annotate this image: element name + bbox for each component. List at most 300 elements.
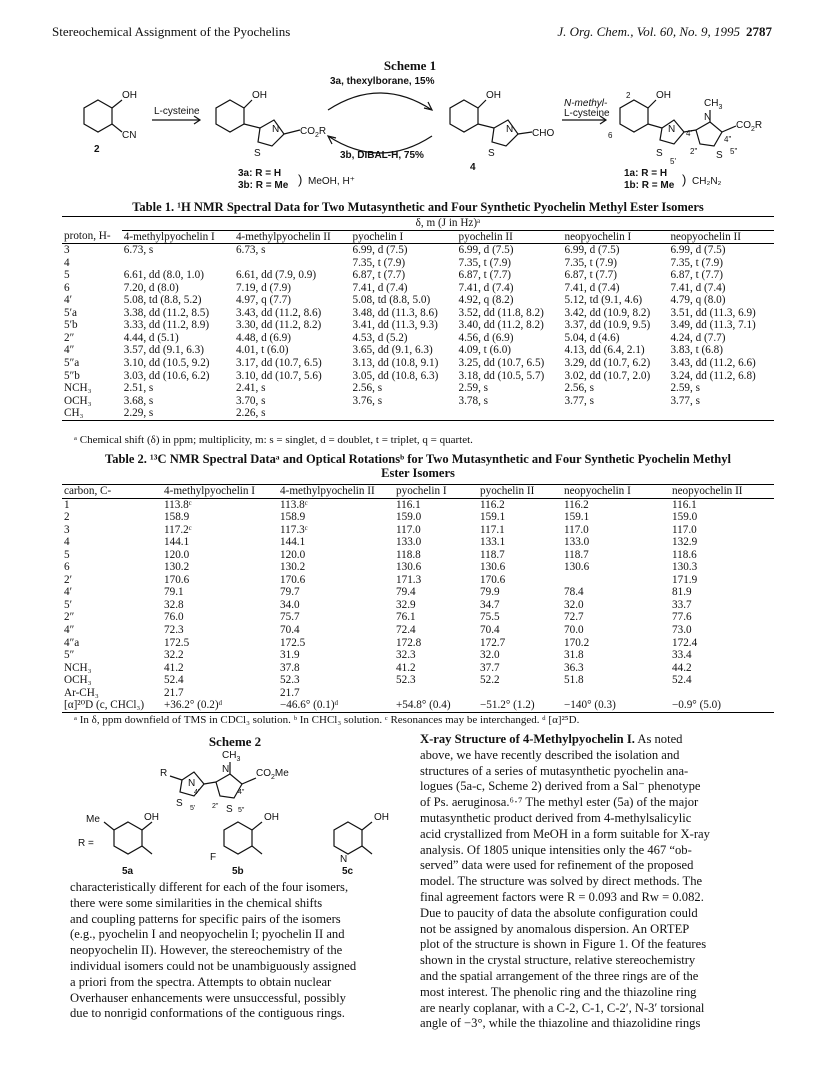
table-row	[62, 407, 774, 420]
paragraph-line: model. The structure was solved by direct methods. The	[420, 874, 703, 889]
table-cell: 7.35, t (7.9)	[352, 256, 406, 269]
table-cell: 3.05, dd (10.8, 6.3)	[352, 369, 439, 382]
table-cell: 117.0	[672, 523, 697, 536]
table2-column-header: pyochelin I	[396, 485, 447, 497]
table-cell	[562, 687, 670, 700]
svg-text:OH: OH	[374, 812, 389, 823]
table-cell: 2.51, s	[123, 382, 154, 395]
svg-text:2": 2"	[212, 803, 219, 810]
table1-column-header: proton, H-	[64, 230, 111, 243]
table-cell: 6.87, t (7.7)	[564, 269, 617, 282]
table-cell: 4.09, t (6.0)	[458, 344, 512, 357]
table-cell: 3.33, dd (11.2, 8.9)	[123, 319, 210, 332]
table2-header-row	[62, 485, 774, 499]
table-cell: 3.02, dd (10.7, 2.0)	[564, 369, 651, 382]
paragraph-line: plot of the structure is shown in Figure 1. Of the features	[420, 937, 707, 952]
table-cell: 6.99, d (7.5)	[670, 244, 726, 257]
row-label-cell: [α]²⁰D (c, CHCl₃)	[64, 699, 145, 712]
table-cell: 72.4	[396, 624, 416, 637]
row-label-cell: OCH₃	[64, 674, 92, 687]
svg-text:OH: OH	[264, 812, 279, 823]
r-equals-label: R =	[78, 838, 94, 849]
table-row	[62, 382, 774, 395]
table-row	[62, 649, 774, 662]
paragraph-line: Overhauser enhancements were unsuccessful, possibly	[70, 990, 346, 1005]
table-cell: 52.4	[164, 674, 184, 687]
table-cell	[457, 407, 563, 420]
row-label-cell: 4″	[64, 344, 75, 357]
benzene-ring-3	[216, 100, 244, 132]
svg-text:F: F	[210, 852, 217, 863]
table-row	[62, 370, 774, 383]
svg-text:5': 5'	[190, 805, 196, 812]
reagent-n-methyl: N-methyl-	[564, 98, 608, 109]
table-cell: 4.01, t (6.0)	[235, 344, 289, 357]
paragraph-line: logues (5a-c, Scheme 2) derived from a Sal⁻ phenotype	[420, 779, 701, 794]
paragraph-line: are nearly coplanar, with a C-2, C-1, C-2′, N-3′ torsional	[420, 1000, 705, 1015]
paragraph-line: structures of a series of mutasynthetic pyochelin ana-	[420, 763, 689, 778]
compound-5a-label: 5a	[122, 866, 134, 877]
table-cell: 33.4	[672, 649, 692, 662]
table-cell: 5.12, td (9.1, 4.6)	[564, 294, 643, 307]
table-cell	[562, 574, 670, 587]
table-cell: 118.8	[396, 548, 421, 561]
table-cell: 170.6	[480, 573, 506, 586]
table-row	[62, 269, 774, 282]
table-cell: 7.19, d (7.9)	[235, 281, 291, 294]
esterification-conditions: MeOH, H⁺	[308, 176, 355, 187]
thiazoline-ring-3	[258, 120, 284, 146]
table-cell	[670, 687, 774, 700]
table-cell: 70.4	[280, 624, 300, 637]
table-cell: 116.1	[396, 498, 421, 511]
row-label-cell: 2″	[64, 611, 75, 624]
svg-text:OH: OH	[122, 90, 137, 101]
paragraph-line: characteristically different for each of the four isomers,	[70, 880, 349, 894]
table-cell: 44.2	[672, 661, 692, 674]
svg-text:N: N	[340, 854, 348, 865]
table-cell: 70.0	[564, 624, 584, 637]
table-row	[62, 344, 774, 357]
table-cell	[394, 687, 478, 700]
table-row	[62, 257, 774, 270]
paragraph-line: and the spatial arrangement of the three rings are of the	[420, 968, 699, 983]
scheme2-title: Scheme 2	[208, 734, 262, 749]
xray-section	[420, 732, 752, 1032]
row-label-cell: 3	[64, 244, 70, 257]
paragraph-line: (e.g., pyochelin I and neopyochelin I; pyochelin II and	[70, 927, 345, 942]
table-cell: 41.2	[164, 661, 184, 674]
table-cell: 75.7	[280, 611, 300, 624]
table-cell: 3.76, s	[352, 394, 383, 407]
row-label-cell: CH₃	[64, 407, 84, 420]
row-label-cell: 5′	[64, 598, 73, 611]
table-cell: 170.6	[164, 573, 190, 586]
table-cell: 77.6	[672, 611, 692, 624]
table-cell: 79.4	[396, 586, 416, 599]
table-cell: 3.68, s	[123, 394, 154, 407]
table-cell: 32.0	[564, 598, 584, 611]
table1-column-header: pyochelin I	[352, 230, 404, 243]
table-cell: 159.0	[396, 511, 422, 524]
table-cell: 172.5	[280, 636, 306, 649]
table-cell: 3.24, dd (11.2, 6.8)	[670, 369, 756, 382]
paragraph-line: served” data were used for refinement of the proposed	[420, 858, 694, 873]
paragraph-line: individual isomers could not be unambiguously assigned	[70, 958, 357, 973]
diazomethane-label: CH₂N₂	[692, 176, 722, 187]
svg-text:CH3: $CH_3$	[222, 750, 241, 763]
svg-text:CHO: CHO	[532, 128, 555, 139]
table-cell: 159.0	[672, 511, 698, 524]
table-cell: 172.5	[164, 636, 190, 649]
table-cell: 116.2	[564, 498, 589, 511]
table-cell: 32.9	[396, 598, 416, 611]
table-cell: 3.83, t (6.8)	[670, 344, 723, 357]
table-row	[62, 611, 774, 624]
table2-body	[62, 498, 774, 712]
table-cell	[234, 257, 351, 270]
table2-column-header: pyochelin II	[480, 485, 535, 497]
table-cell: 4.48, d (6.9)	[235, 331, 291, 344]
table-row	[62, 282, 774, 295]
svg-text:OH: OH	[656, 90, 671, 101]
table-cell: 4.92, q (8.2)	[458, 294, 514, 307]
table-row	[62, 319, 774, 332]
table-cell: 159.1	[480, 511, 506, 524]
paragraph-line: not be assigned by anomalous dispersion. An ORTEP	[420, 921, 690, 936]
aryl-ring-5a	[114, 822, 142, 854]
label-3a: 3a: R = H	[238, 168, 282, 179]
row-label-cell: 5′b	[64, 319, 78, 332]
table2-caption-line1: Table 2. ¹³C NMR Spectral Dataᵃ and Optical Rotationsᵇ for Two Mutasynthetic and Four Synthetic Pyochelin Methyl	[105, 452, 731, 466]
table-cell: 2.41, s	[235, 382, 266, 395]
table-cell: 4.97, q (7.7)	[235, 294, 291, 307]
table-cell: −46.6° (0.1)ᵈ	[280, 699, 339, 712]
table-cell: 3.42, dd (10.9, 8.2)	[564, 306, 651, 319]
table-cell: 130.3	[672, 561, 698, 574]
paragraph-line: and coupling patterns for specific pairs of the isomers	[70, 911, 341, 926]
svg-text:5': 5'	[670, 157, 676, 166]
table-cell: 113.8ᶜ	[280, 498, 308, 511]
table-cell: 72.7	[564, 611, 584, 624]
svg-text:S: S	[488, 148, 495, 159]
journal-citation: J. Org. Chem., Vol. 60, No. 9, 1995	[557, 24, 740, 39]
thiazoline-ring-4	[492, 120, 518, 146]
table-cell: 3.49, dd (11.3, 7.1)	[670, 319, 756, 332]
table-cell: 3.37, dd (10.9, 9.5)	[564, 319, 651, 332]
table-cell: 133.0	[396, 536, 422, 549]
svg-text:R: R	[160, 768, 168, 779]
row-label-cell: 5′a	[64, 306, 78, 319]
table-cell: 7.41, d (7.4)	[352, 281, 408, 294]
paragraph-line: shown in the crystal structure, relative stereochemistry	[420, 953, 696, 968]
table-cell	[351, 407, 457, 420]
table-cell: 130.2	[280, 561, 306, 574]
table-cell: 130.6	[396, 561, 422, 574]
table2-footnote: ᵃ In δ, ppm downfield of TMS in CDCl₃ solution. ᵇ In CHCl₃ solution. ᶜ Resonances may be interchanged. ᵈ [α]²⁵D.	[74, 714, 580, 726]
table-row	[62, 549, 774, 562]
table-cell: 76.1	[396, 611, 416, 624]
table-row	[62, 674, 774, 687]
scheme2-drawing	[70, 748, 400, 880]
table-cell: 73.0	[672, 624, 692, 637]
table-cell: 4.24, d (7.7)	[670, 331, 726, 344]
svg-text:N: N	[704, 112, 712, 123]
table-cell: 75.5	[480, 611, 500, 624]
svg-text:S: S	[226, 804, 233, 815]
table-cell	[562, 407, 668, 420]
running-header-left: Stereochemical Assignment of the Pyochelins	[52, 24, 291, 39]
table-cell: 117.0	[564, 523, 589, 536]
table-cell: 120.0	[164, 548, 190, 561]
table-cell: 2.59, s	[670, 382, 700, 395]
paragraph-line: final agreement factors were R = 0.093 and Rw = 0.082.	[420, 889, 704, 904]
table-row	[62, 294, 774, 307]
table-cell: 32.3	[396, 649, 416, 662]
row-label-cell: 2	[64, 511, 70, 524]
running-header-right	[557, 24, 772, 40]
table-cell: 6.99, d (7.5)	[564, 244, 620, 257]
table-cell	[668, 407, 774, 420]
table-cell: 3.51, dd (11.3, 6.9)	[670, 306, 756, 319]
table-cell: 72.3	[164, 624, 184, 637]
benzene-ring-4	[450, 100, 478, 132]
table1-column-header: 4-methylpyochelin I	[123, 230, 215, 243]
page-number: 2787	[746, 24, 772, 39]
table-cell: +36.2° (0.2)ᵈ	[164, 699, 223, 712]
table1-column-header: neopyochelin I	[564, 230, 632, 243]
row-label-cell: 6	[64, 561, 70, 574]
body-text-left	[70, 880, 400, 1022]
table-cell: 118.7	[564, 548, 589, 561]
table-cell: 79.9	[480, 586, 500, 599]
table-cell: 52.3	[396, 674, 416, 687]
table-row	[62, 498, 774, 511]
table-cell: 3.10, dd (10.7, 5.6)	[235, 369, 322, 382]
table1-subhead: δ, m (J in Hz)ᵃ	[122, 217, 774, 231]
row-label-cell: 4	[64, 536, 70, 549]
table-cell: 6.73, s	[235, 244, 266, 257]
table-cell: 117.2ᶜ	[164, 523, 192, 536]
table2-column-header: neopyochelin I	[564, 485, 631, 497]
svg-text:Me: Me	[86, 814, 100, 825]
table2-column-header: carbon, C-	[64, 485, 112, 497]
table-cell: 7.35, t (7.9)	[564, 256, 617, 269]
table-cell: 113.8ᶜ	[164, 498, 192, 511]
table-cell: 2.29, s	[123, 407, 154, 420]
table-cell: 6.73, s	[123, 244, 154, 257]
benzene-ring-1	[620, 100, 648, 132]
paragraph-line: above, we have recently described the isolation and	[420, 747, 680, 762]
table-cell: 158.9	[280, 511, 306, 524]
table-cell: 2.59, s	[458, 382, 489, 395]
paragraph-line: As noted	[634, 732, 683, 746]
svg-text:5": 5"	[730, 147, 738, 156]
table-cell: 3.41, dd (11.3, 9.3)	[352, 319, 438, 332]
table-cell: +54.8° (0.4)	[396, 699, 451, 712]
compound-5c-label: 5c	[342, 866, 354, 877]
table-cell: 76.0	[164, 611, 184, 624]
table1-column-header: pyochelin II	[458, 230, 513, 243]
table-cell: 5.08, td (8.8, 5.2)	[123, 294, 202, 307]
table-cell: 171.3	[396, 573, 422, 586]
paragraph-line: Due to paucity of data the absolute configuration could	[420, 905, 698, 920]
table-cell: 7.35, t (7.9)	[670, 256, 723, 269]
table-cell: 172.8	[396, 636, 422, 649]
label-1b: 1b: R = Me	[624, 180, 675, 191]
table-cell: 3.77, s	[670, 394, 700, 407]
table-cell: 133.0	[564, 536, 590, 549]
table-cell: 3.38, dd (11.2, 8.5)	[123, 306, 210, 319]
table-cell: 117.0	[396, 523, 421, 536]
svg-text:N: N	[506, 124, 514, 135]
section-heading: X-ray Structure of 4-Methylpyochelin I.	[420, 732, 635, 746]
svg-text:CN: CN	[122, 130, 137, 141]
svg-text:N: N	[222, 764, 230, 775]
table-cell: 3.43, dd (11.2, 8.6)	[235, 306, 322, 319]
compound-2-label: 2	[94, 144, 100, 155]
row-label-cell: 1	[64, 498, 70, 511]
table-cell: 3.03, dd (10.6, 6.2)	[123, 369, 210, 382]
table-cell: 32.2	[164, 649, 184, 662]
table-row	[62, 524, 774, 537]
row-label-cell: 4′	[64, 294, 73, 307]
table-row	[62, 561, 774, 574]
table-cell: 133.1	[480, 536, 506, 549]
svg-text:CO2R: $CO_2R$	[736, 120, 763, 133]
table-cell: 31.9	[280, 649, 300, 662]
table-cell: 159.1	[564, 511, 590, 524]
paragraph-line: most interest. The phenolic ring and the thiazoline ring	[420, 984, 697, 999]
row-label-cell: 5″	[64, 649, 75, 662]
table2	[62, 484, 774, 713]
table1	[62, 216, 774, 421]
table-cell: 7.35, t (7.9)	[458, 256, 512, 269]
table-cell: 4.13, dd (6.4, 2.1)	[564, 344, 645, 357]
table-row	[62, 395, 774, 408]
table-cell: 7.20, d (8.0)	[123, 281, 179, 294]
table-cell: 7.41, d (7.4)	[458, 281, 514, 294]
row-label-cell: 5″b	[64, 369, 80, 382]
svg-text:): )	[682, 172, 687, 187]
table-cell: 3.77, s	[564, 394, 594, 407]
svg-text:4': 4'	[194, 789, 200, 796]
table1-body	[62, 244, 774, 421]
table-cell: 31.8	[564, 649, 584, 662]
row-label-cell: 2″	[64, 331, 75, 344]
svg-text:N: N	[668, 124, 676, 135]
compound-5b-label: 5b	[232, 866, 244, 877]
table-cell: 52.3	[280, 674, 300, 687]
table-cell: 5.08, td (8.8, 5.0)	[352, 294, 431, 307]
svg-text:OH: OH	[144, 812, 159, 823]
svg-text:4': 4'	[686, 129, 692, 138]
paragraph-line: mutasynthetic product derived from 4-methylsalicylic	[420, 810, 692, 825]
table-cell: 21.7	[280, 686, 300, 699]
paragraph-line: acid crystallized from MeOH in a form suitable for X-ray	[420, 826, 710, 841]
table-cell: 3.57, dd (9.1, 6.3)	[123, 344, 204, 357]
xray-first-line	[420, 732, 752, 748]
paragraph-line: neopyochelin II). However, the stereochemistry of the	[70, 943, 343, 958]
table-cell: 3.65, dd (9.1, 6.3)	[352, 344, 433, 357]
table-cell: 172.7	[480, 636, 506, 649]
svg-text:N: N	[188, 778, 196, 789]
reagent-cysteine: L-cysteine	[564, 108, 610, 119]
compound-4-label: 4	[470, 162, 476, 173]
table2-column-header: 4-methylpyochelin II	[280, 485, 375, 497]
table-cell: 144.1	[280, 536, 306, 549]
table1-column-header: 4-methylpyochelin II	[235, 230, 331, 243]
table-cell: 34.7	[480, 598, 500, 611]
svg-text:OH: OH	[252, 90, 267, 101]
svg-text:6: 6	[608, 131, 613, 140]
table-row	[62, 699, 774, 712]
table1-footnote: ᵃ Chemical shift (δ) in ppm; multiplicity, m: s = singlet, d = doublet, t = triplet, q = quartet.	[74, 434, 473, 446]
table-cell	[478, 687, 562, 700]
table-cell: 52.4	[672, 674, 692, 687]
table-cell: 52.2	[480, 674, 500, 687]
table-cell: 3.10, dd (10.5, 9.2)	[123, 357, 210, 370]
svg-text:5": 5"	[238, 807, 245, 814]
svg-text:CH3: $CH_3$	[704, 98, 723, 111]
table-cell: −0.9° (5.0)	[672, 699, 721, 712]
svg-text:S: S	[716, 150, 723, 161]
paragraph-line: angle of −3°, while the thiazoline and thiazolidine rings	[420, 1016, 701, 1031]
row-label-cell: Ar-CH₃	[64, 686, 99, 699]
table-row	[62, 511, 774, 524]
svg-text:4": 4"	[724, 135, 732, 144]
paragraph-line: analysis. Of 1805 unique intensities only the 467 “ob-	[420, 842, 692, 857]
table-cell: 7.41, d (7.4)	[564, 281, 620, 294]
row-label-cell: 5	[64, 548, 70, 561]
table-cell: 32.0	[480, 649, 500, 662]
row-label-cell: 4″	[64, 624, 75, 637]
table-cell: 37.7	[480, 661, 500, 674]
table1-header-row	[62, 230, 774, 244]
table-cell: 2.26, s	[235, 407, 266, 420]
table-cell: 5.04, d (4.6)	[564, 331, 620, 344]
svg-text:2": 2"	[690, 147, 698, 156]
row-label-cell: 4	[64, 256, 70, 269]
table-row	[62, 574, 774, 587]
table-cell: 3.43, dd (11.2, 6.6)	[670, 357, 756, 370]
arrow-bottom-label: 3b, DIBAL-H, 75%	[340, 150, 424, 161]
table-cell: 2.56, s	[352, 382, 383, 395]
table-cell: 6.99, d (7.5)	[352, 244, 408, 257]
table-cell: 116.2	[480, 498, 505, 511]
table-cell: −51.2° (1.2)	[480, 699, 535, 712]
table-cell: 172.4	[672, 636, 698, 649]
table-cell: −140° (0.3)	[564, 699, 616, 712]
table-cell: 3.18, dd (10.5, 5.7)	[458, 369, 545, 382]
table-cell: 6.61, dd (7.9, 0.9)	[235, 269, 317, 282]
scheme1-title: Scheme 1	[383, 58, 437, 73]
label-1a: 1a: R = H	[624, 168, 668, 179]
arrow-thexylborane	[328, 93, 432, 110]
table-cell: 34.0	[280, 598, 300, 611]
table-cell: 117.1	[480, 523, 505, 536]
table-row	[62, 662, 774, 675]
table-row	[62, 244, 774, 257]
row-label-cell: OCH₃	[64, 394, 92, 407]
table-cell: 6.87, t (7.7)	[458, 269, 512, 282]
table-cell: 4.44, d (5.1)	[123, 331, 179, 344]
table-cell: 3.48, dd (11.3, 8.6)	[352, 306, 438, 319]
table-cell: 4.53, d (5.2)	[352, 331, 408, 344]
table-cell: 41.2	[396, 661, 416, 674]
table-cell: 158.9	[164, 511, 190, 524]
svg-text:CO2R: $CO_2R$	[300, 126, 327, 139]
